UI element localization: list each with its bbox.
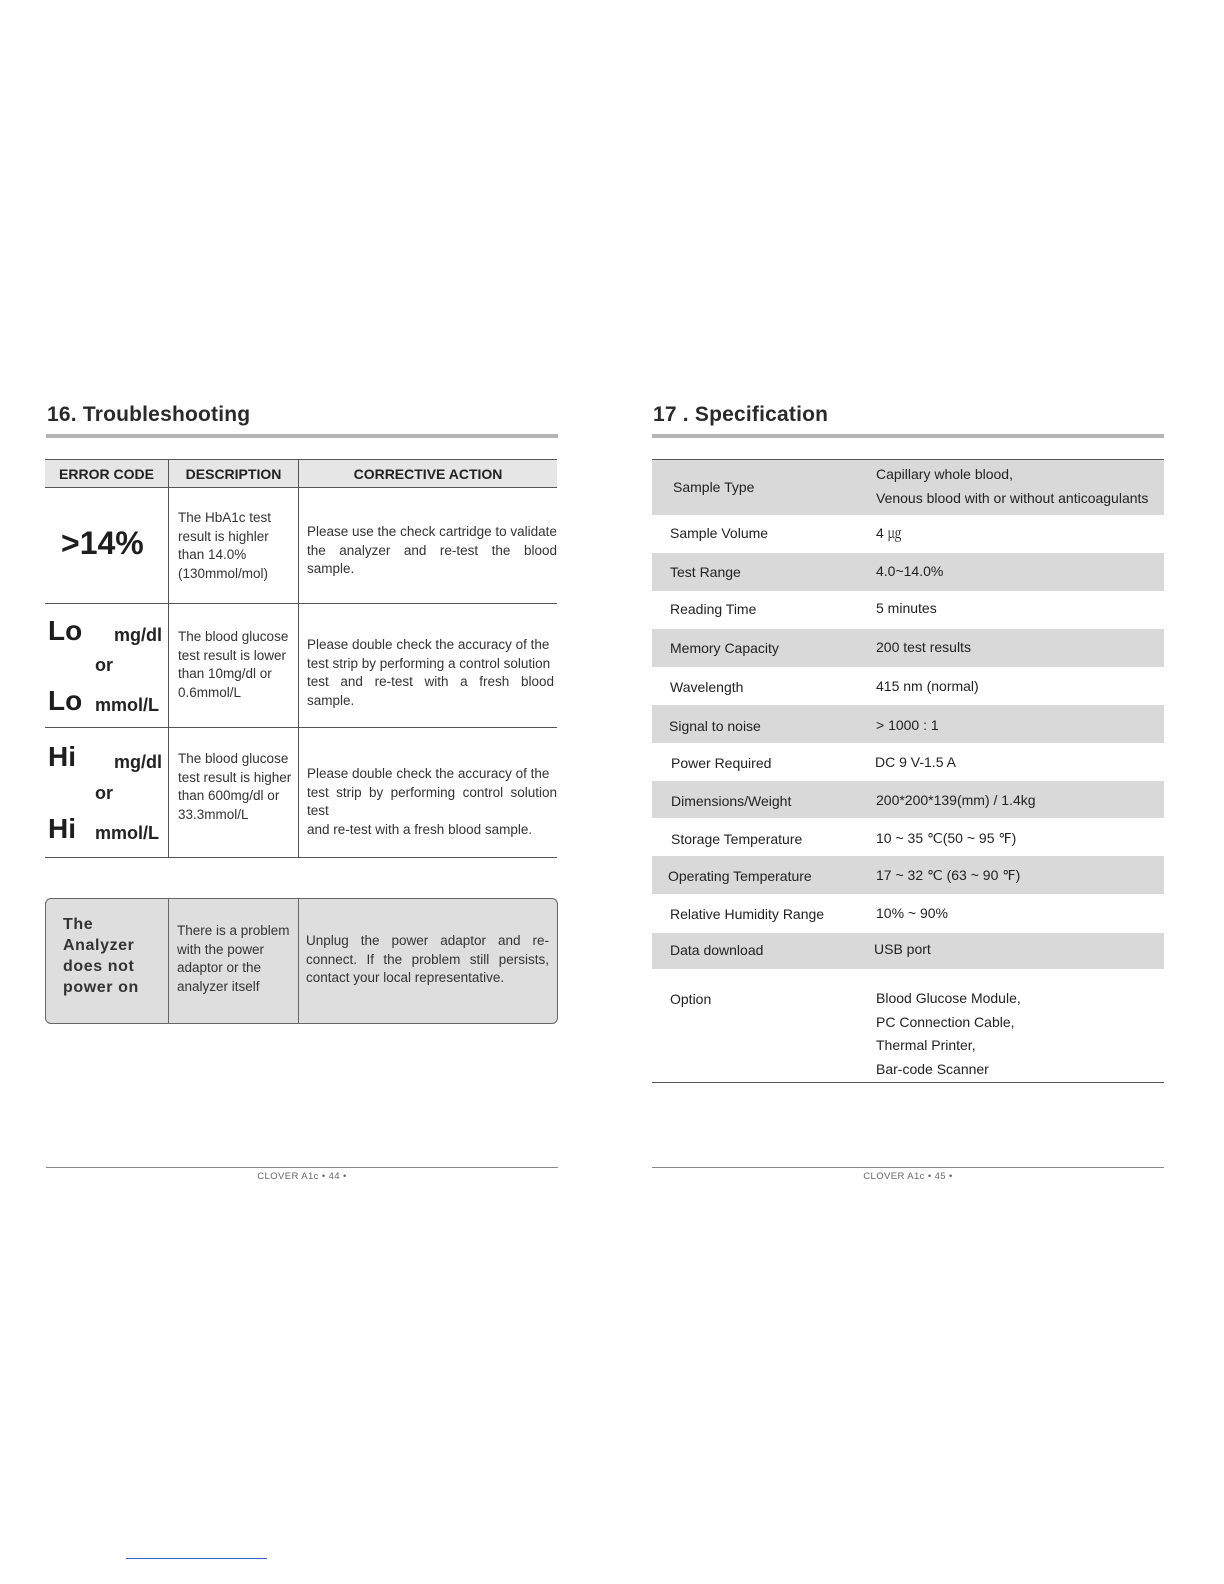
spec-value: 10% ~ 90% — [876, 905, 948, 921]
specification-title: 17 . Specification — [653, 403, 829, 426]
spec-value: > 1000 : 1 — [876, 717, 939, 733]
spec-row-operating-temperature — [652, 856, 1164, 894]
page-footer: CLOVER A1c • 45 • — [863, 1171, 953, 1182]
column-divider — [168, 899, 169, 1023]
unit-mmol-l: mmol/L — [95, 823, 160, 843]
spec-label: Sample Type — [673, 479, 755, 495]
spec-row-dimensions-weight — [652, 781, 1164, 818]
spec-row-test-range — [652, 553, 1164, 591]
table-header — [45, 459, 557, 488]
page-footer: CLOVER A1c • 44 • — [257, 1171, 347, 1182]
spec-label: Relative Humidity Range — [670, 906, 825, 922]
spec-row-memory-capacity — [652, 629, 1164, 667]
spec-label: Memory Capacity — [670, 640, 779, 656]
spec-value: 200 test results — [876, 639, 971, 655]
title-divider — [652, 434, 1164, 438]
spec-label: Reading Time — [670, 601, 757, 617]
unit-mg-dl: mg/dl — [114, 625, 162, 645]
row-divider — [45, 857, 557, 858]
spec-value: 415 nm (normal) — [876, 678, 979, 694]
spec-value: 200*200*139(mm) / 1.4kg — [876, 792, 1036, 808]
footer-divider — [46, 1167, 558, 1168]
power-on-problem-box — [45, 898, 558, 1024]
row-divider — [45, 727, 557, 728]
column-divider — [298, 899, 299, 1023]
spec-value: DC 9 V-1.5 A — [875, 754, 956, 770]
row-corrective-action: Please double check the accuracy of the test strip by performing control solution test and re-test with a fresh blood sample. — [307, 766, 557, 837]
or-label: or — [95, 783, 113, 803]
row-description: There is a problem with the power adaptor or the analyzer itself — [177, 923, 290, 994]
spec-label: Dimensions/Weight — [671, 793, 792, 809]
title-divider — [46, 434, 558, 438]
spec-value: Blood Glucose Module, PC Connection Cable, Thermal Printer, Bar-code Scanner — [876, 990, 1021, 1077]
link-underline — [126, 1558, 267, 1559]
spec-row-storage-temperature — [652, 818, 1164, 856]
column-divider — [168, 459, 169, 858]
error-code-over-14: >14% — [61, 525, 144, 561]
spec-value: 10 ~ 35 ℃(50 ~ 95 ℉) — [876, 830, 1017, 846]
header-error-code: ERROR CODE — [59, 466, 154, 482]
row-corrective-action: Please use the check cartridge to validate the analyzer and re-test the blood sample. — [307, 524, 557, 576]
spec-label: Data download — [670, 942, 764, 958]
spec-label: Storage Temperature — [671, 831, 803, 847]
unit-mmol-l: mmol/L — [95, 695, 160, 715]
troubleshooting-title: 16. Troubleshooting — [47, 403, 251, 426]
row-corrective-action: Please double check the accuracy of the test strip by performing a control solution test and re-test with a fresh blood sample. — [307, 637, 554, 708]
spec-label: Wavelength — [670, 679, 744, 695]
spec-row-signal-to-noise — [652, 705, 1164, 743]
row-description: The blood glucose test result is lower than 10mg/dl or 0.6mmol/L — [178, 629, 289, 700]
spec-label: Operating Temperature — [668, 868, 812, 884]
spec-label: Power Required — [671, 755, 772, 771]
error-code-lo: Lo — [48, 615, 83, 646]
spec-label: Test Range — [670, 564, 741, 580]
spec-value: 5 minutes — [876, 600, 937, 616]
spec-row-wavelength — [652, 667, 1164, 705]
table-bottom-border — [652, 1082, 1164, 1083]
footer-divider — [652, 1167, 1164, 1168]
header-corrective-action: CORRECTIVE ACTION — [353, 466, 503, 482]
row-corrective-action: Unplug the power adaptor and re- connect. If the problem still persists, contact your local representative. — [306, 933, 549, 985]
header-description: DESCRIPTION — [185, 466, 282, 482]
spec-row-sample-type — [652, 460, 1164, 515]
spec-label: Sample Volume — [670, 525, 769, 541]
spec-row-power-required — [652, 743, 1164, 781]
column-divider — [298, 459, 299, 858]
row-description: The HbA1c test result is highler than 14.0% (130mmol/mol) — [178, 510, 272, 581]
or-label: or — [95, 655, 113, 675]
error-code-power: The Analyzer does not power on — [63, 916, 139, 996]
spec-value: 4.0~14.0% — [876, 563, 944, 579]
spec-value: USB port — [874, 941, 931, 957]
spec-value: Capillary whole blood, Venous blood with or without anticoagulants — [876, 466, 1149, 506]
error-code-hi: Hi — [48, 813, 76, 844]
spec-row-option — [652, 969, 1164, 1082]
error-code-lo: Lo — [48, 685, 83, 716]
row-description: The blood glucose test result is higher than 600mg/dl or 33.3mmol/L — [178, 751, 292, 822]
error-code-hi: Hi — [48, 741, 76, 772]
spec-row-data-download — [652, 933, 1164, 969]
spec-value: 4 ㎍ — [876, 525, 902, 541]
unit-mg-dl: mg/dl — [114, 752, 162, 772]
spec-value: 17 ~ 32 ℃ (63 ~ 90 ℉) — [876, 867, 1021, 883]
spec-row-reading-time — [652, 591, 1164, 629]
spec-row-sample-volume — [652, 515, 1164, 553]
spec-row-relative-humidity — [652, 894, 1164, 932]
spec-label: Signal to noise — [669, 718, 761, 734]
row-divider — [45, 603, 557, 604]
spec-label: Option — [670, 991, 712, 1007]
